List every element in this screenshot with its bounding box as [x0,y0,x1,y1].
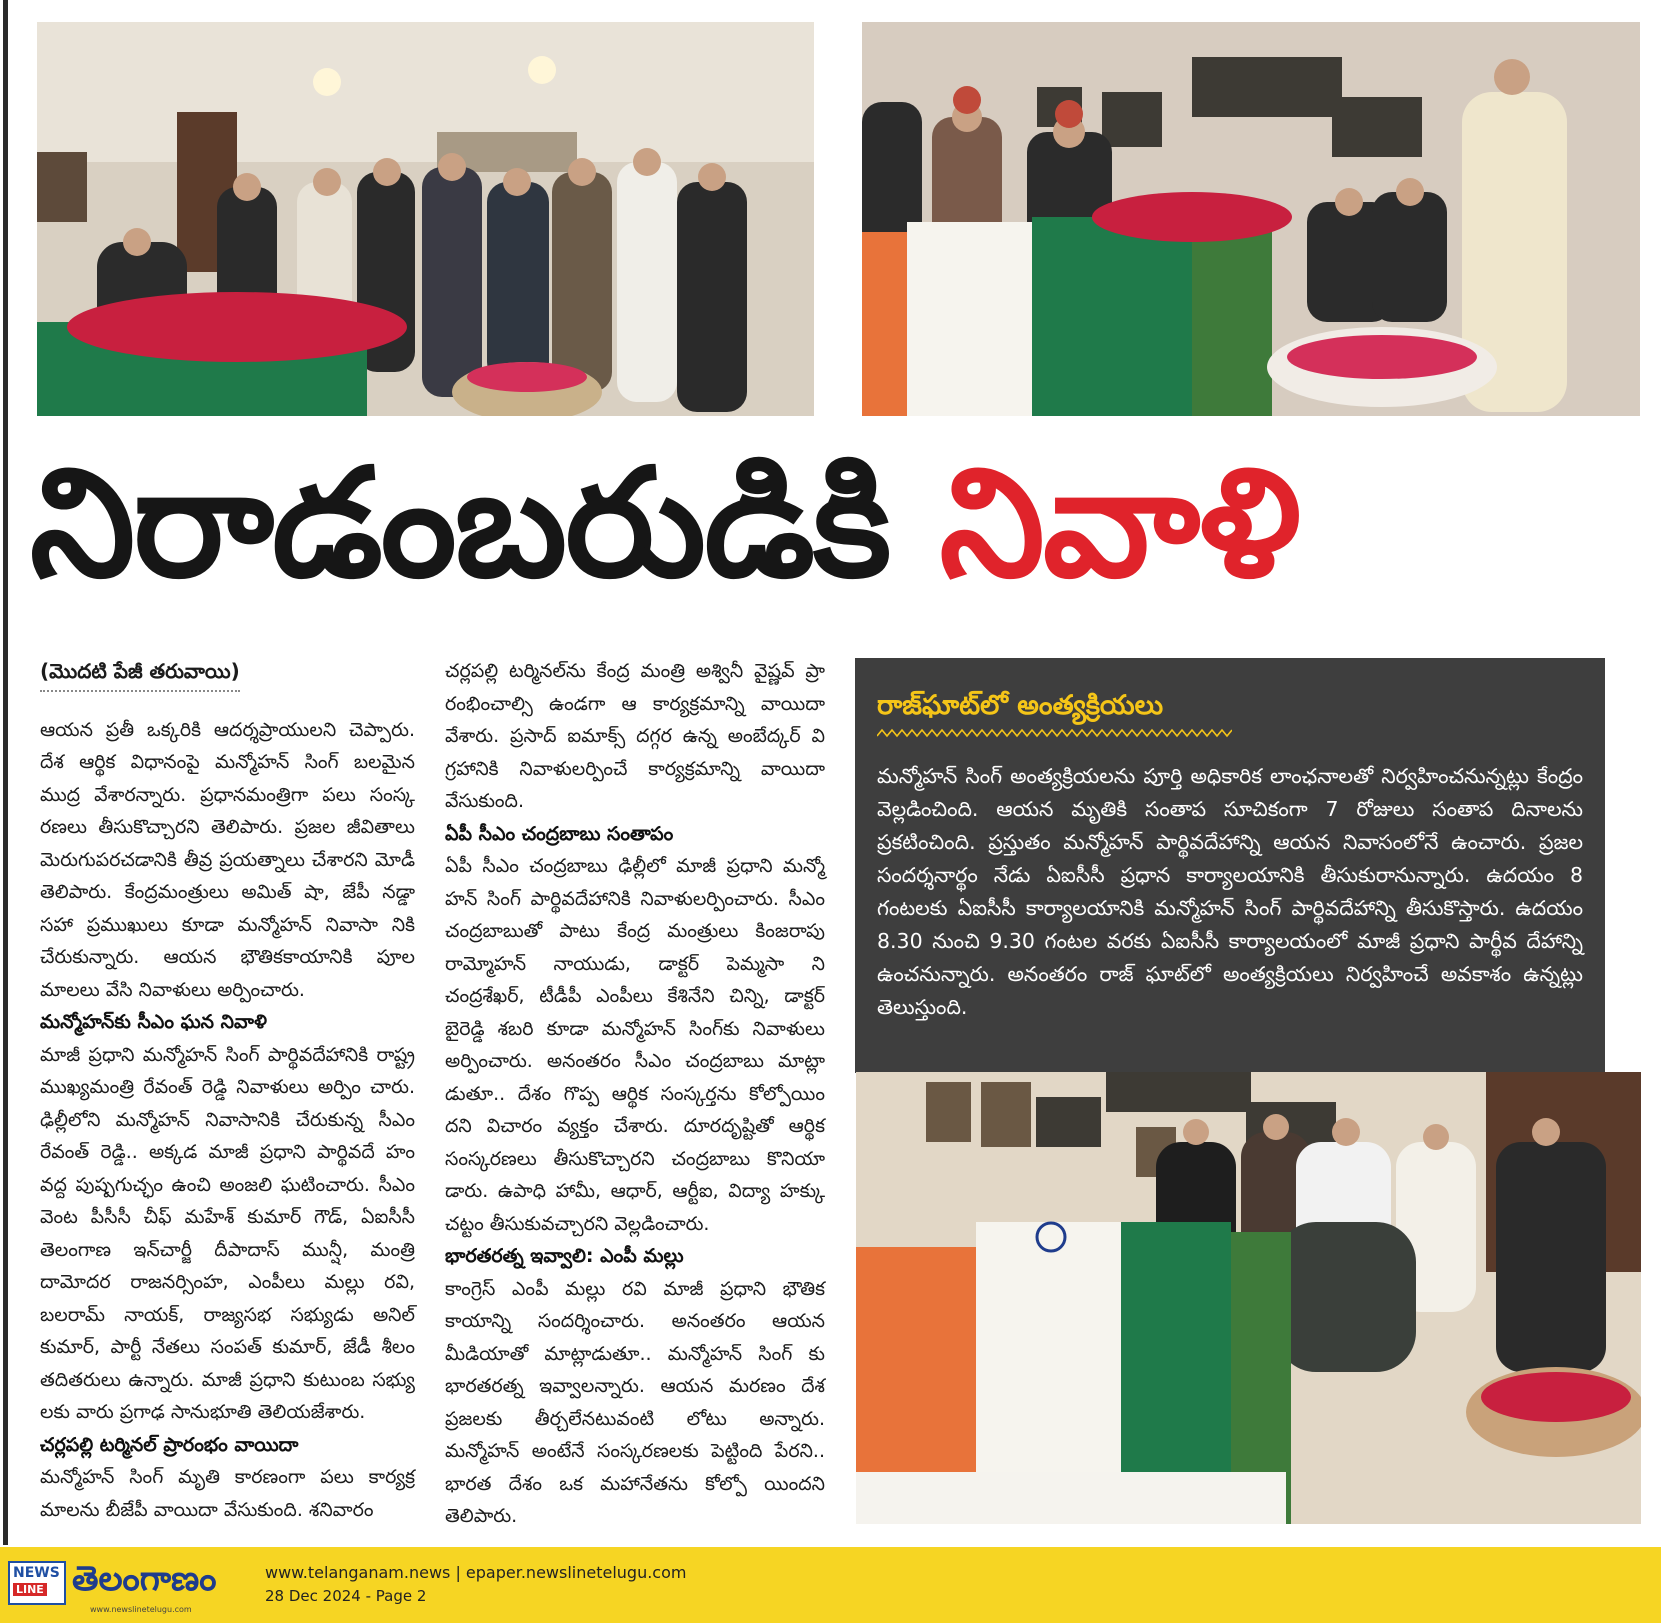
photo-chandrababu-tribute [862,22,1640,416]
sidebar-title: రాజ్‌ఘాట్‌లో అంత్యక్రియలు [877,690,1164,721]
col1-subheading-2: చర్లపల్లి టర్మినల్ ప్రారంభం వాయిదా [40,1433,299,1456]
col1-subheading-1: మన్మోహన్‌కు సీఎం ఘన నివాళి [40,1011,267,1033]
col2-subheading-2: భారతరత్న ఇవ్వాలి: ఎంపీ మల్లు [445,1245,684,1267]
photo-family-tribute [856,1072,1641,1524]
col1-paragraph-2: మాజీ ప్రధాని మన్మోహన్ సింగ్ పార్థివదేహానికి రాష్ట్ర ముఖ్యమంత్రి రేవంత్ రెడ్డి నివాళులు అర్పిం చారు. ఢిల్లీలోని మన్మోహన్ నివాసానికి చేరుకున్న సీఎం రేవంత్ రెడ్డి.. అక్కడ మాజీ ప్రధాని పార్థివదే హం వద్ద పుష్పగుచ్ఛం ఉంచి అంజలి ఘటించారు. సీఎం వెంట పీసీసీ చీఫ్ మహేశ్ కుమార్ గౌడ్, ఏఐసీసీ తెలంగాణ ఇన్‌చార్జీ దీపాదాస్ మున్షీ, మంత్రి దామోదర రాజనర్సింహ, ఎంపీలు మల్లు రవి, బలరామ్ నాయక్, రాజ్యసభ సభ్యుడు అనిల్ కుమార్, పార్టీ నేతలు సంపత్ కుమార్, జేడీ శీలం తదితరులు ఉన్నారు. మాజీ ప్రధాని కుటుంబ సభ్యు లకు వారు ప్రగాఢ సానుభూతి తెలియజేశారు. [40,1043,415,1423]
col2-paragraph-1: చర్లపల్లి టర్మినల్‌ను కేంద్ర మంత్రి అశ్వినీ వైష్ణవ్ ప్రా రంభించాల్సి ఉండగా ఆ కార్యక్రమాన్ని వాయిదా వేశారు. ప్రసాద్ ఐమాక్స్ దగ్గర ఉన్న అంబేద్కర్ వి గ్రహానికి నివాళులర్పించే కార్యక్రమాన్ని వాయిదా వేసుకుంది. [445,660,825,812]
continuation-kicker: (మొదటి పేజీ తరువాయి) [40,655,240,692]
col2-subheading-1: ఏపీ సీఎం చంద్రబాబు సంతాపం [445,822,674,845]
newsline-logo [8,1561,66,1605]
photo-leaders-paying-tribute [37,22,814,416]
headline-part-red: నివాళి [939,437,1299,611]
sidebar-zigzag-underline [877,728,1232,738]
logo-line-text: LINE [13,1583,47,1596]
headline-part-black: నిరాడంబరుడికి [30,437,890,611]
sidebar-box-rajghat [855,658,1605,1073]
left-column-rule [3,0,8,1545]
logo-url: www.newslinetelugu.com [90,1605,192,1614]
telanganam-logo-title: తెలంగాణం [72,1559,217,1599]
col2-paragraph-3: కాంగ్రెస్ ఎంపీ మల్లు రవి మాజీ ప్రధాని భౌతిక కాయాన్ని సందర్శించారు. అనంతరం ఆయన మీడియాతో మాట్లాడుతూ.. మన్మోహన్ సింగ్ కు భారతరత్న ఇవ్వాలన్నారు. ఆయన మరణం దేశ ప్రజలకు తీర్చలేనటువంటి లోటు అన్నారు. మన్మోహన్ అంటేనే సంస్కరణలకు పెట్టింది పేరని.. భారత దేశం ఒక మహానేతను కోల్పో యిందని తెలిపారు. [445,1277,825,1527]
page-headline [30,422,1650,627]
footer-websites: www.telanganam.news | epaper.newslinetelugu.com [265,1563,687,1582]
footer-date-page: 28 Dec 2024 - Page 2 [265,1587,427,1605]
page-footer [0,1547,1661,1623]
logo-news-text: NEWS [13,1565,60,1581]
col1-paragraph-3: మన్మోహన్ సింగ్ మృతి కారణంగా పలు కార్యక్ర మాలను బీజేపీ వాయిదా వేసుకుంది. శనివారం [40,1466,415,1521]
col2-paragraph-2: ఏపీ సీఎం చంద్రబాబు ఢిల్లీలో మాజీ ప్రధాని మన్మో హన్ సింగ్ పార్థివదేహానికి నివాళులర్పించారు. సీఎం చంద్రబాబుతో పాటు కేంద్ర మంత్రులు కింజరాపు రామ్మోహన్ నాయుడు, డాక్టర్ పెమ్మసా ని చంద్రశేఖర్, టీడీపీ ఎంపీలు కేశినేని చిన్ని, డాక్టర్ బైరెడ్డి శబరి కూడా మన్మోహన్ సింగ్‌కు నివాళులు అర్పించారు. అనంతరం సీఎం చంద్రబాబు మాట్లా డుతూ.. దేశం గొప్ప ఆర్థిక సంస్కర్తను కోల్పోయిం దని విచారం వ్యక్తం చేశారు. దూరదృష్టితో ఆర్థిక సంస్కరణలు తీసుకొచ్చారని చంద్రబాబు కొనియా డారు. ఉపాధి హామీ, ఆధార్, ఆర్టీఐ, విద్యా హక్కు చట్టం తీసుకువచ్చారని వెల్లడించారు. [445,855,825,1235]
article-column-2 [445,655,825,1533]
article-column-1 [40,655,415,1526]
sidebar-body: మన్మోహన్ సింగ్ అంత్యక్రియలను పూర్తి అధికారిక లాంఛనాలతో నిర్వహించనున్నట్లు కేంద్రం వెల్లడించింది. ఆయన మృతికి సంతాప సూచికంగా 7 రోజులు సంతాప దినాలను ప్రకటించింది. ప్రస్తుతం మన్మోహన్ పార్థివదేహాన్ని ఆయన నివాసంలోనే ఉంచారు. ప్రజల సందర్శనార్థం నేడు ఏఐసీసీ ప్రధాన కార్యాలయానికి తీసుకురానున్నారు. ఉదయం 8 గంటలకు ఏఐసీసీ కార్యాలయానికి మన్మోహన్ సింగ్ పార్థివదేహాన్ని తీసుకొస్తారు. ఉదయం 8.30 నుంచి 9.30 గంటల వరకు ఏఐసీసీ కార్యాలయంలో మాజీ ప్రధాని పార్థీవ దేహాన్ని ఉంచనున్నారు. అనంతరం రాజ్ ఘాట్‌లో అంత్యక్రియలు నిర్వహించే అవకాశం ఉన్నట్లు తెలుస్తుంది. [877,764,1583,1019]
col1-paragraph-1: ఆయన ప్రతీ ఒక్కరికి ఆదర్శప్రాయులని చెప్పారు. దేశ ఆర్థిక విధానంపై మన్మోహన్ సింగ్ బలమైన ముద్ర వేశారన్నారు. ప్రధానమంత్రిగా పలు సంస్క రణలు తీసుకొచ్చారని తెలిపారు. ప్రజల జీవితాలు మెరుగుపరచడానికి తీవ్ర ప్రయత్నాలు చేశారని మోడీ తెలిపారు. కేంద్రమంత్రులు అమిత్ షా, జేపీ నడ్డా సహా ప్రముఖులు కూడా మన్మోహన్ నివాసా నికి చేరుకున్నారు. ఆయన భౌతికకాయానికి పూల మాలలు వేసి నివాళులు అర్పించారు. [40,718,415,1001]
